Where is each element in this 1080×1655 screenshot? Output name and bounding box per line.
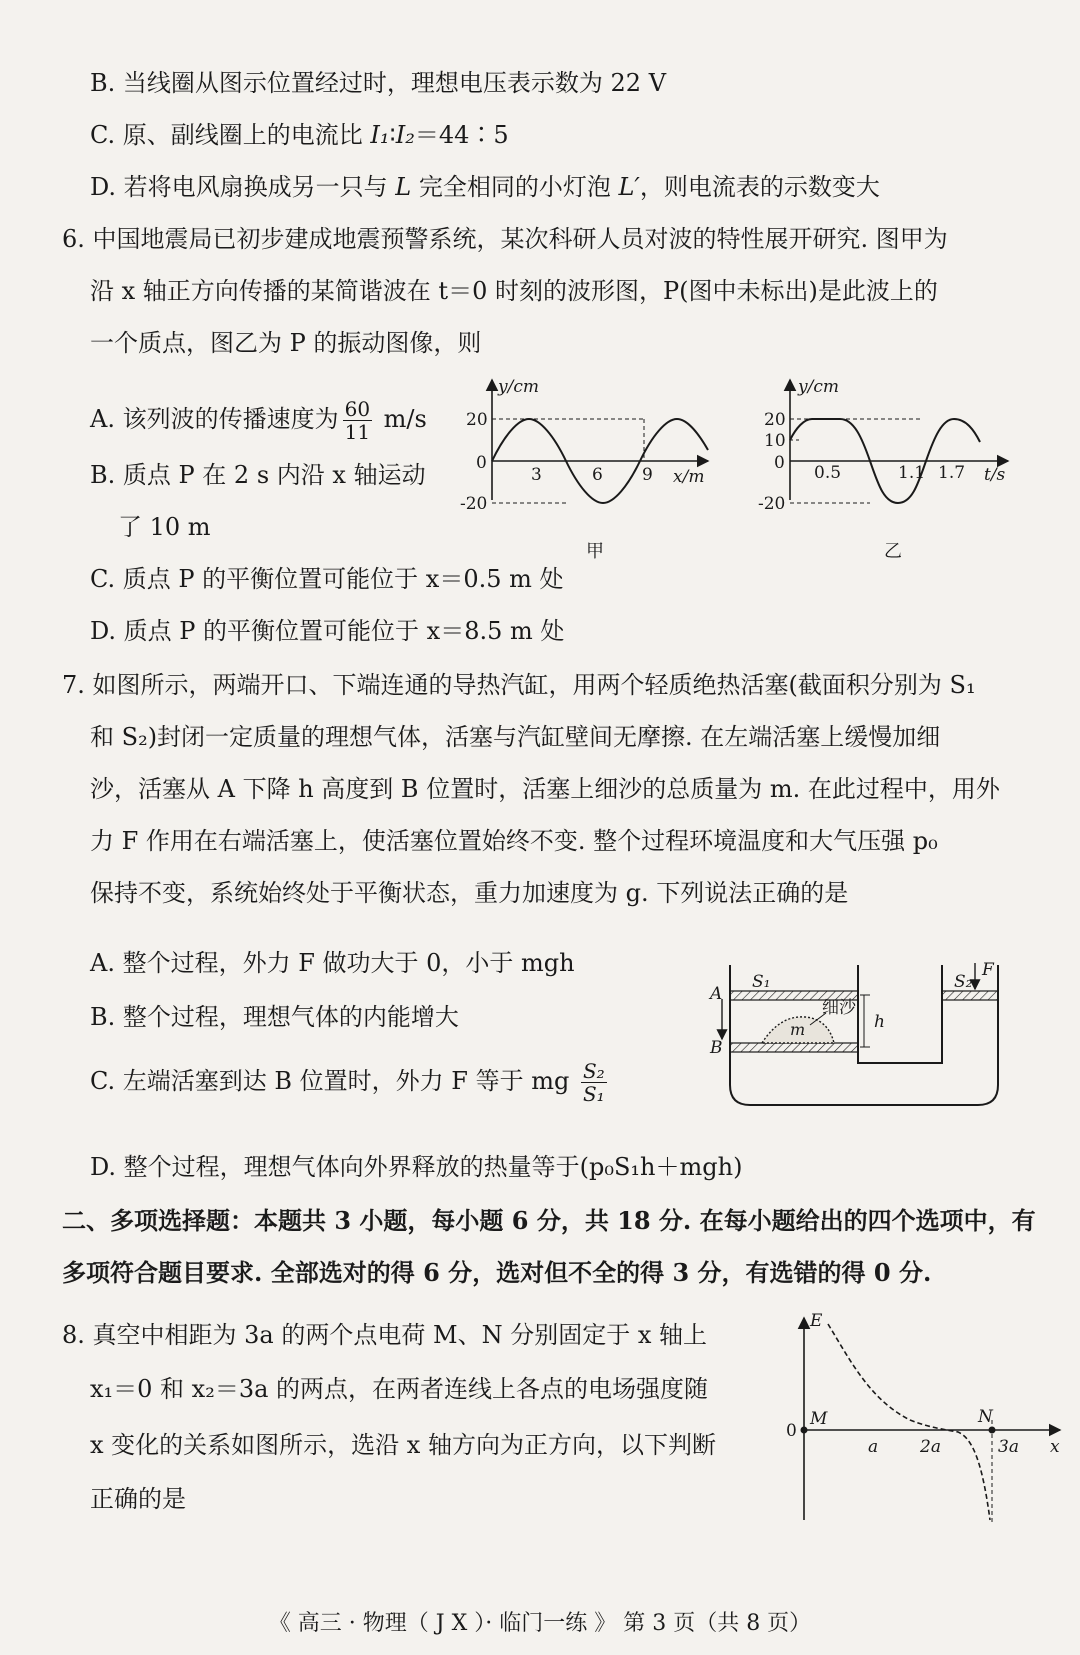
symbol-l-prime: L′ (618, 173, 640, 201)
q6-a-unit: m/s (376, 405, 427, 433)
yi-origin: 0 (774, 453, 785, 473)
q6-option-b-line1: B. 质点 P 在 2 s 内沿 x 轴运动 (90, 461, 426, 489)
q7-stem-line5: 保持不变，系统始终处于平衡状态，重力加速度为 g. 下列说法正确的是 (90, 879, 849, 907)
q5-c-ratio: ＝44∶5 (414, 121, 509, 149)
label-a: A (710, 984, 723, 1004)
yi-ytick-10: 10 (764, 431, 786, 451)
jia-xtick-6: 6 (592, 465, 603, 485)
section-2-heading-line2: 多项符合题目要求. 全部选对的得 6 分，选对但不全的得 3 分，有选错的得 0 分. (62, 1258, 932, 1287)
jia-xtick-3: 3 (531, 465, 542, 485)
speed-fraction (343, 398, 372, 443)
cylinder-divider (858, 965, 942, 1063)
section-2-heading-line1: 二、多项选择题：本题共 3 小题，每小题 6 分，共 18 分. 在每小题给出的四个选项中，有 (62, 1206, 1036, 1235)
q6-option-c: C. 质点 P 的平衡位置可能位于 x＝0.5 m 处 (90, 565, 564, 593)
q6-option-b-line2: 了 10 m (118, 513, 211, 541)
q8-label-m: M (810, 1409, 828, 1429)
q5-d-text1: D. 若将电风扇换成另一只与 (90, 173, 396, 201)
q8-tick-2a: 2a (920, 1437, 941, 1457)
q5-option-c (90, 118, 509, 152)
piston-b-position (730, 1043, 858, 1052)
label-h: h (874, 1012, 885, 1032)
jia-caption: 甲 (586, 541, 604, 562)
jia-y-label: y/cm (498, 377, 539, 397)
q6-stem-line1: 6. 中国地震局已初步建成地震预警系统，某次科研人员对波的特性展开研究. 图甲为 (62, 225, 948, 253)
q8-tick-3a: 3a (998, 1437, 1019, 1457)
q7-option-a: A. 整个过程，外力 F 做功大于 0，小于 mgh (90, 949, 575, 977)
jia-origin: 0 (476, 453, 487, 473)
q7-option-c (90, 1056, 611, 1106)
q8-stem-line4: 正确的是 (90, 1485, 186, 1513)
fraction-numerator: 60 (344, 397, 371, 421)
q6-option-a (90, 396, 427, 443)
q7-stem-line1: 7. 如图所示，两端开口、下端连通的导热汽缸，用两个轻质绝热活塞(截面积分别为 S₁ (62, 671, 976, 699)
yi-x-label: t/s (984, 465, 1006, 485)
figure-yi-vibration (758, 372, 1028, 572)
q8-stem-line3: x 变化的关系如图所示，选沿 x 轴方向为正方向，以下判断 (90, 1431, 716, 1459)
yi-xtick-11: 1.1 (898, 463, 926, 483)
q7-stem-line2: 和 S₂)封闭一定质量的理想气体，活塞与汽缸壁间无摩擦. 在左端活塞上缓慢加细 (90, 723, 941, 751)
jia-x-label: x/m (673, 467, 705, 487)
q7-stem-line4: 力 F 作用在右端活塞上，使活塞位置始终不变. 整个过程环境温度和大气压强 p₀ (90, 827, 938, 855)
q5-option-d (90, 170, 880, 204)
q8-origin: 0 (786, 1421, 797, 1441)
q8-stem-line1: 8. 真空中相距为 3a 的两个点电荷 M、N 分别固定于 x 轴上 (62, 1321, 707, 1349)
q5-c-text: C. 原、副线圈上的电流比 (90, 121, 371, 149)
q8-label-n: N (978, 1407, 993, 1427)
fraction-denominator: S₁ (582, 1082, 605, 1106)
q8-field-curve (828, 1324, 990, 1520)
charge-n (989, 1427, 996, 1434)
figure-q8-field-graph (780, 1310, 1070, 1530)
symbol-colon: ∶ (389, 121, 396, 149)
q7-c-text: C. 左端活塞到达 B 位置时，外力 F 等于 mg (90, 1067, 577, 1095)
symbol-i2: I₂ (395, 121, 415, 149)
yi-xtick-05: 0.5 (814, 463, 842, 483)
yi-ytick-neg20: -20 (758, 494, 786, 514)
yi-ytick-20: 20 (764, 410, 786, 430)
q5-option-b: B. 当线圈从图示位置经过时，理想电压表示数为 22 V (90, 69, 667, 97)
fraction-numerator: S₂ (582, 1059, 605, 1083)
q8-label-x: x (1050, 1437, 1060, 1457)
label-s2: S₂ (954, 972, 973, 992)
area-ratio-fraction (581, 1060, 607, 1105)
jia-ytick-neg20: -20 (460, 494, 488, 514)
symbol-l: L (395, 173, 412, 201)
label-b: B (710, 1038, 723, 1058)
label-f: F (982, 960, 994, 980)
q8-label-e: E (810, 1311, 823, 1331)
q7-stem-line3: 沙，活塞从 A 下降 h 高度到 B 位置时，活塞上细沙的总质量为 m. 在此过程中，用外 (90, 775, 1000, 803)
fraction-denominator: 11 (344, 420, 371, 444)
jia-xtick-9: 9 (642, 465, 653, 485)
label-sand: 细沙 (822, 998, 856, 1018)
q6-a-text: A. 该列波的传播速度为 (90, 405, 339, 433)
label-m: m (790, 1020, 806, 1039)
q7-option-b: B. 整个过程，理想气体的内能增大 (90, 1003, 459, 1031)
right-piston (942, 991, 998, 1000)
yi-caption: 乙 (884, 541, 902, 562)
figure-q7-cylinder (710, 955, 1010, 1125)
symbol-i1: I₁ (370, 121, 390, 149)
page-footer: 《 高三 · 物理（ J X ）· 临门一练 》 第 3 页（共 8 页） (268, 1611, 812, 1636)
q6-stem-line2: 沿 x 轴正方向传播的某简谐波在 t＝0 时刻的波形图，P(图中未标出)是此波上的 (90, 277, 938, 305)
q5-d-text3: ，则电流表的示数变大 (639, 173, 880, 201)
label-s1: S₁ (752, 972, 771, 992)
yi-xtick-17: 1.7 (938, 463, 966, 483)
q5-d-text2: 完全相同的小灯泡 (411, 173, 619, 201)
q8-stem-line2: x₁＝0 和 x₂＝3a 的两点，在两者连线上各点的电场强度随 (90, 1375, 709, 1403)
q8-tick-a: a (868, 1437, 879, 1457)
charge-m (801, 1427, 808, 1434)
q7-option-d: D. 整个过程，理想气体向外界释放的热量等于(p₀S₁h＋mgh) (90, 1153, 743, 1181)
q6-stem-line3: 一个质点，图乙为 P 的振动图像，则 (90, 329, 482, 357)
q6-option-d: D. 质点 P 的平衡位置可能位于 x＝8.5 m 处 (90, 617, 565, 645)
figure-jia-waveform (460, 372, 720, 572)
jia-ytick-20: 20 (466, 410, 488, 430)
yi-y-label: y/cm (798, 377, 839, 397)
